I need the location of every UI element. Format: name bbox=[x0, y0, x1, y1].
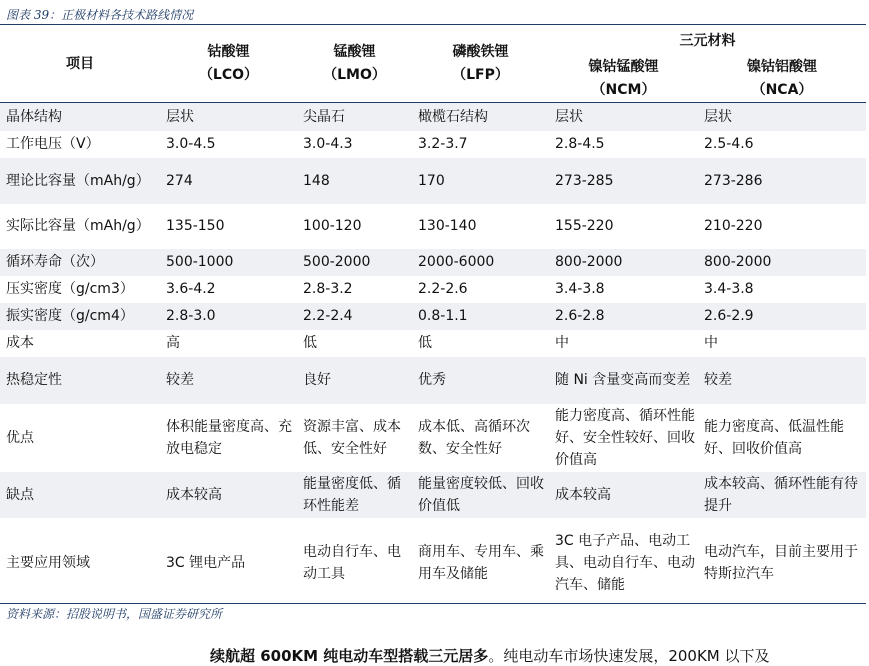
cell-lfp: 3.2-3.7 bbox=[412, 131, 549, 158]
row-label: 振实密度（g/cm4） bbox=[0, 303, 160, 330]
row-label: 优点 bbox=[0, 404, 160, 472]
cell-lmo: 2.2-2.4 bbox=[297, 303, 412, 330]
cell-lco: 高 bbox=[160, 330, 297, 357]
row-label: 主要应用领域 bbox=[0, 518, 160, 608]
table-row bbox=[0, 204, 866, 249]
header-nca bbox=[698, 56, 866, 103]
cell-lco: 3.0-4.5 bbox=[160, 131, 297, 158]
header-item: 项目 bbox=[0, 26, 160, 103]
header-nca-name: 镍钴铝酸锂 bbox=[747, 59, 817, 75]
figure-caption: 图表 39：正极材料各技术路线情况 bbox=[6, 8, 194, 22]
bottom-rule bbox=[0, 603, 866, 604]
cell-lfp: 商用车、专用车、乘用车及储能 bbox=[412, 518, 549, 608]
cell-ncm: 层状 bbox=[549, 103, 698, 131]
header-lco bbox=[160, 26, 297, 103]
cell-lco: 2.8-3.0 bbox=[160, 303, 297, 330]
cell-lmo: 资源丰富、成本低、安全性好 bbox=[297, 404, 412, 472]
cell-lco: 3.6-4.2 bbox=[160, 276, 297, 303]
row-label: 理论比容量（mAh/g） bbox=[0, 158, 160, 204]
cell-lmo: 148 bbox=[297, 158, 412, 204]
cell-nca: 800-2000 bbox=[698, 249, 866, 276]
header-ternary: 三元材料 bbox=[679, 32, 736, 49]
cell-nca: 3.4-3.8 bbox=[698, 276, 866, 303]
header-nca-code: （NCA） bbox=[751, 82, 813, 98]
source-note: 资料来源：招股说明书，国盛证券研究所 bbox=[6, 607, 223, 621]
cell-lfp: 0.8-1.1 bbox=[412, 303, 549, 330]
cell-lco: 成本较高 bbox=[160, 472, 297, 518]
table-row bbox=[0, 158, 866, 204]
top-rule bbox=[0, 24, 866, 25]
cell-lmo: 100-120 bbox=[297, 204, 412, 249]
cell-ncm: 随 Ni 含量变高而变差 bbox=[549, 357, 698, 404]
header-ncm bbox=[549, 56, 698, 103]
cell-nca: 电动汽车，目前主要用于特斯拉汽车 bbox=[698, 518, 866, 608]
header-ncm-name: 镍钴锰酸锂 bbox=[588, 59, 659, 75]
cell-lfp: 2000-6000 bbox=[412, 249, 549, 276]
cell-lco: 体积能量密度高、充放电稳定 bbox=[160, 404, 297, 472]
cell-ncm: 2.6-2.8 bbox=[549, 303, 698, 330]
cell-lco: 层状 bbox=[160, 103, 297, 131]
cell-lco: 较差 bbox=[160, 357, 297, 404]
table-row bbox=[0, 330, 866, 357]
cell-lfp: 低 bbox=[412, 330, 549, 357]
cell-nca: 能力密度高、低温性能好、回收价值高 bbox=[698, 404, 866, 472]
cell-ncm: 3.4-3.8 bbox=[549, 276, 698, 303]
cell-lmo: 电动自行车、电动工具 bbox=[297, 518, 412, 608]
cell-lfp: 橄榄石结构 bbox=[412, 103, 549, 131]
header-lmo-name: 锰酸锂 bbox=[333, 44, 376, 60]
cell-lfp: 成本低、高循环次数、安全性好 bbox=[412, 404, 549, 472]
cell-nca: 层状 bbox=[698, 103, 866, 131]
header-lco-name: 钴酸锂 bbox=[207, 44, 250, 60]
cell-ncm: 3C 电子产品、电动工具、电动自行车、电动汽车、储能 bbox=[549, 518, 698, 608]
table-row bbox=[0, 303, 866, 330]
cell-nca: 2.5-4.6 bbox=[698, 131, 866, 158]
table-row bbox=[0, 131, 866, 158]
cell-ncm: 2.8-4.5 bbox=[549, 131, 698, 158]
cell-nca: 较差 bbox=[698, 357, 866, 404]
row-label: 压实密度（g/cm3） bbox=[0, 276, 160, 303]
cell-lfp: 130-140 bbox=[412, 204, 549, 249]
cell-lmo: 500-2000 bbox=[297, 249, 412, 276]
cell-nca: 中 bbox=[698, 330, 866, 357]
row-label: 晶体结构 bbox=[0, 103, 160, 131]
cell-lfp: 2.2-2.6 bbox=[412, 276, 549, 303]
table-row bbox=[0, 357, 866, 404]
header-ncm-code: （NCM） bbox=[591, 82, 656, 98]
cell-lco: 3C 锂电产品 bbox=[160, 518, 297, 608]
cell-lmo: 2.8-3.2 bbox=[297, 276, 412, 303]
cell-nca: 成本较高、循环性能有待提升 bbox=[698, 472, 866, 518]
cell-lco: 500-1000 bbox=[160, 249, 297, 276]
cell-lfp: 170 bbox=[412, 158, 549, 204]
body-rest-text: 。纯电动车市场快速发展，200KM 以下及 bbox=[488, 647, 770, 665]
cathode-materials-table bbox=[0, 26, 866, 608]
row-label: 循环寿命（次） bbox=[0, 249, 160, 276]
body-paragraph bbox=[210, 645, 770, 666]
header-lfp bbox=[412, 26, 549, 103]
row-label: 工作电压（V） bbox=[0, 131, 160, 158]
row-label: 热稳定性 bbox=[0, 357, 160, 404]
header-lfp-code: （LFP） bbox=[452, 67, 509, 83]
cell-lmo: 低 bbox=[297, 330, 412, 357]
header-lmo-code: （LMO） bbox=[323, 67, 386, 83]
table-row bbox=[0, 518, 866, 608]
cell-ncm: 中 bbox=[549, 330, 698, 357]
body-bold-text: 续航超 600KM 纯电动车型搭载三元居多 bbox=[210, 647, 489, 665]
cell-ncm: 800-2000 bbox=[549, 249, 698, 276]
table-row bbox=[0, 472, 866, 518]
cell-lmo: 良好 bbox=[297, 357, 412, 404]
cell-nca: 210-220 bbox=[698, 204, 866, 249]
cell-lfp: 优秀 bbox=[412, 357, 549, 404]
cell-ncm: 155-220 bbox=[549, 204, 698, 249]
cell-lmo: 尖晶石 bbox=[297, 103, 412, 131]
cell-ncm: 成本较高 bbox=[549, 472, 698, 518]
cell-lco: 135-150 bbox=[160, 204, 297, 249]
table-row bbox=[0, 103, 866, 131]
table-row bbox=[0, 249, 866, 276]
table-row bbox=[0, 404, 866, 472]
row-label: 实际比容量（mAh/g） bbox=[0, 204, 160, 249]
header-lco-code: （LCO） bbox=[198, 67, 259, 83]
row-label: 缺点 bbox=[0, 472, 160, 518]
cell-ncm: 273-285 bbox=[549, 158, 698, 204]
header-lmo bbox=[297, 26, 412, 103]
header-lfp-name: 磷酸铁锂 bbox=[452, 44, 509, 60]
cell-nca: 273-286 bbox=[698, 158, 866, 204]
cell-lco: 274 bbox=[160, 158, 297, 204]
cell-nca: 2.6-2.9 bbox=[698, 303, 866, 330]
row-label: 成本 bbox=[0, 330, 160, 357]
cell-lmo: 能量密度低、循环性能差 bbox=[297, 472, 412, 518]
table-row bbox=[0, 276, 866, 303]
cell-lfp: 能量密度较低、回收价值低 bbox=[412, 472, 549, 518]
cell-ncm: 能力密度高、循环性能好、安全性较好、回收价值高 bbox=[549, 404, 698, 472]
cell-lmo: 3.0-4.3 bbox=[297, 131, 412, 158]
